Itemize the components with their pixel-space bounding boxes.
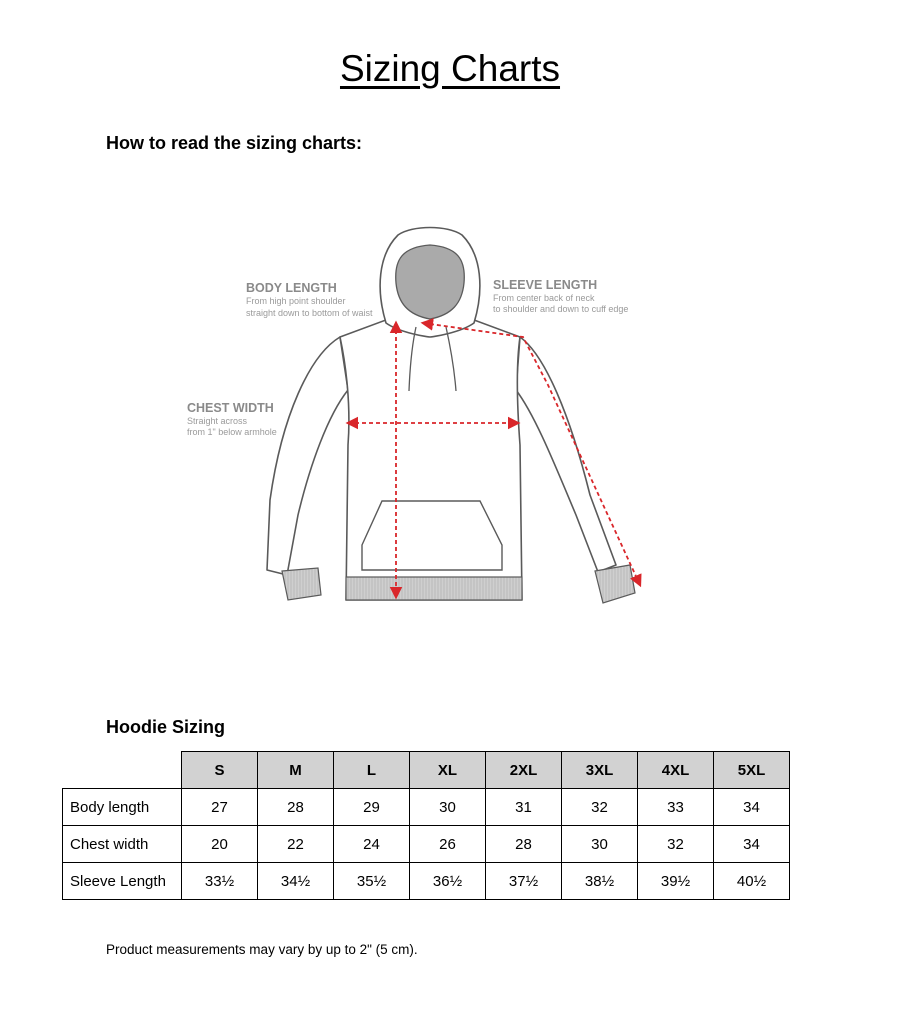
table-cell: 33½ bbox=[182, 863, 258, 900]
waistband-ribbing bbox=[346, 577, 522, 600]
table-cell: 26 bbox=[410, 826, 486, 863]
body-length-label: BODY LENGTH bbox=[246, 281, 337, 295]
table-cell: 28 bbox=[486, 826, 562, 863]
size-header: 5XL bbox=[714, 752, 790, 789]
hoodie-diagram bbox=[170, 215, 670, 615]
hoodie-sizing-table bbox=[62, 751, 790, 900]
table-cell: 34 bbox=[714, 826, 790, 863]
page-title: Sizing Charts bbox=[339, 48, 561, 89]
table-row bbox=[63, 826, 790, 863]
table-cell: 40½ bbox=[714, 863, 790, 900]
table-cell: 24 bbox=[334, 826, 410, 863]
chest-width-desc-2: from 1" below armhole bbox=[187, 427, 277, 437]
hood-lining bbox=[396, 245, 465, 319]
table-cell: 36½ bbox=[410, 863, 486, 900]
sleeve-length-desc-2: to shoulder and down to cuff edge bbox=[493, 304, 629, 314]
sleeve-length-label: SLEEVE LENGTH bbox=[493, 278, 598, 292]
how-to-read-heading: How to read the sizing charts: bbox=[106, 133, 363, 153]
table-cell: 30 bbox=[562, 826, 638, 863]
table-cell: 37½ bbox=[486, 863, 562, 900]
table-cell: 22 bbox=[258, 826, 334, 863]
left-cuff-ribbing bbox=[282, 568, 321, 600]
table-row bbox=[63, 789, 790, 826]
chest-width-desc-1: Straight across bbox=[187, 416, 248, 426]
table-cell: 34 bbox=[714, 789, 790, 826]
size-header: L bbox=[334, 752, 410, 789]
table-cell: 33 bbox=[638, 789, 714, 826]
corner-cell bbox=[63, 752, 182, 789]
table-cell: 32 bbox=[638, 826, 714, 863]
size-header: 3XL bbox=[562, 752, 638, 789]
chest-width-label: CHEST WIDTH bbox=[187, 401, 274, 415]
right-cuff-ribbing bbox=[595, 565, 635, 603]
size-header-row bbox=[63, 752, 790, 789]
table-cell: 29 bbox=[334, 789, 410, 826]
table-cell: 39½ bbox=[638, 863, 714, 900]
table-cell: 34½ bbox=[258, 863, 334, 900]
table-cell: 38½ bbox=[562, 863, 638, 900]
size-header: M bbox=[258, 752, 334, 789]
measurement-disclaimer: Product measurements may vary by up to 2" (5 cm). bbox=[106, 942, 418, 957]
table-cell: 35½ bbox=[334, 863, 410, 900]
table-cell: 20 bbox=[182, 826, 258, 863]
table-cell: 28 bbox=[258, 789, 334, 826]
body-length-desc-2: straight down to bottom of waist bbox=[246, 308, 373, 318]
hoodie-sizing-heading: Hoodie Sizing bbox=[106, 717, 225, 737]
size-header: XL bbox=[410, 752, 486, 789]
row-label: Chest width bbox=[63, 826, 182, 863]
body-length-desc-1: From high point shoulder bbox=[246, 296, 346, 306]
size-header: 2XL bbox=[486, 752, 562, 789]
table-cell: 27 bbox=[182, 789, 258, 826]
size-header: S bbox=[182, 752, 258, 789]
row-label: Body length bbox=[63, 789, 182, 826]
table-cell: 31 bbox=[486, 789, 562, 826]
table-row bbox=[63, 863, 790, 900]
table-cell: 32 bbox=[562, 789, 638, 826]
table-cell: 30 bbox=[410, 789, 486, 826]
sleeve-length-desc-1: From center back of neck bbox=[493, 293, 595, 303]
size-header: 4XL bbox=[638, 752, 714, 789]
row-label: Sleeve Length bbox=[63, 863, 182, 900]
